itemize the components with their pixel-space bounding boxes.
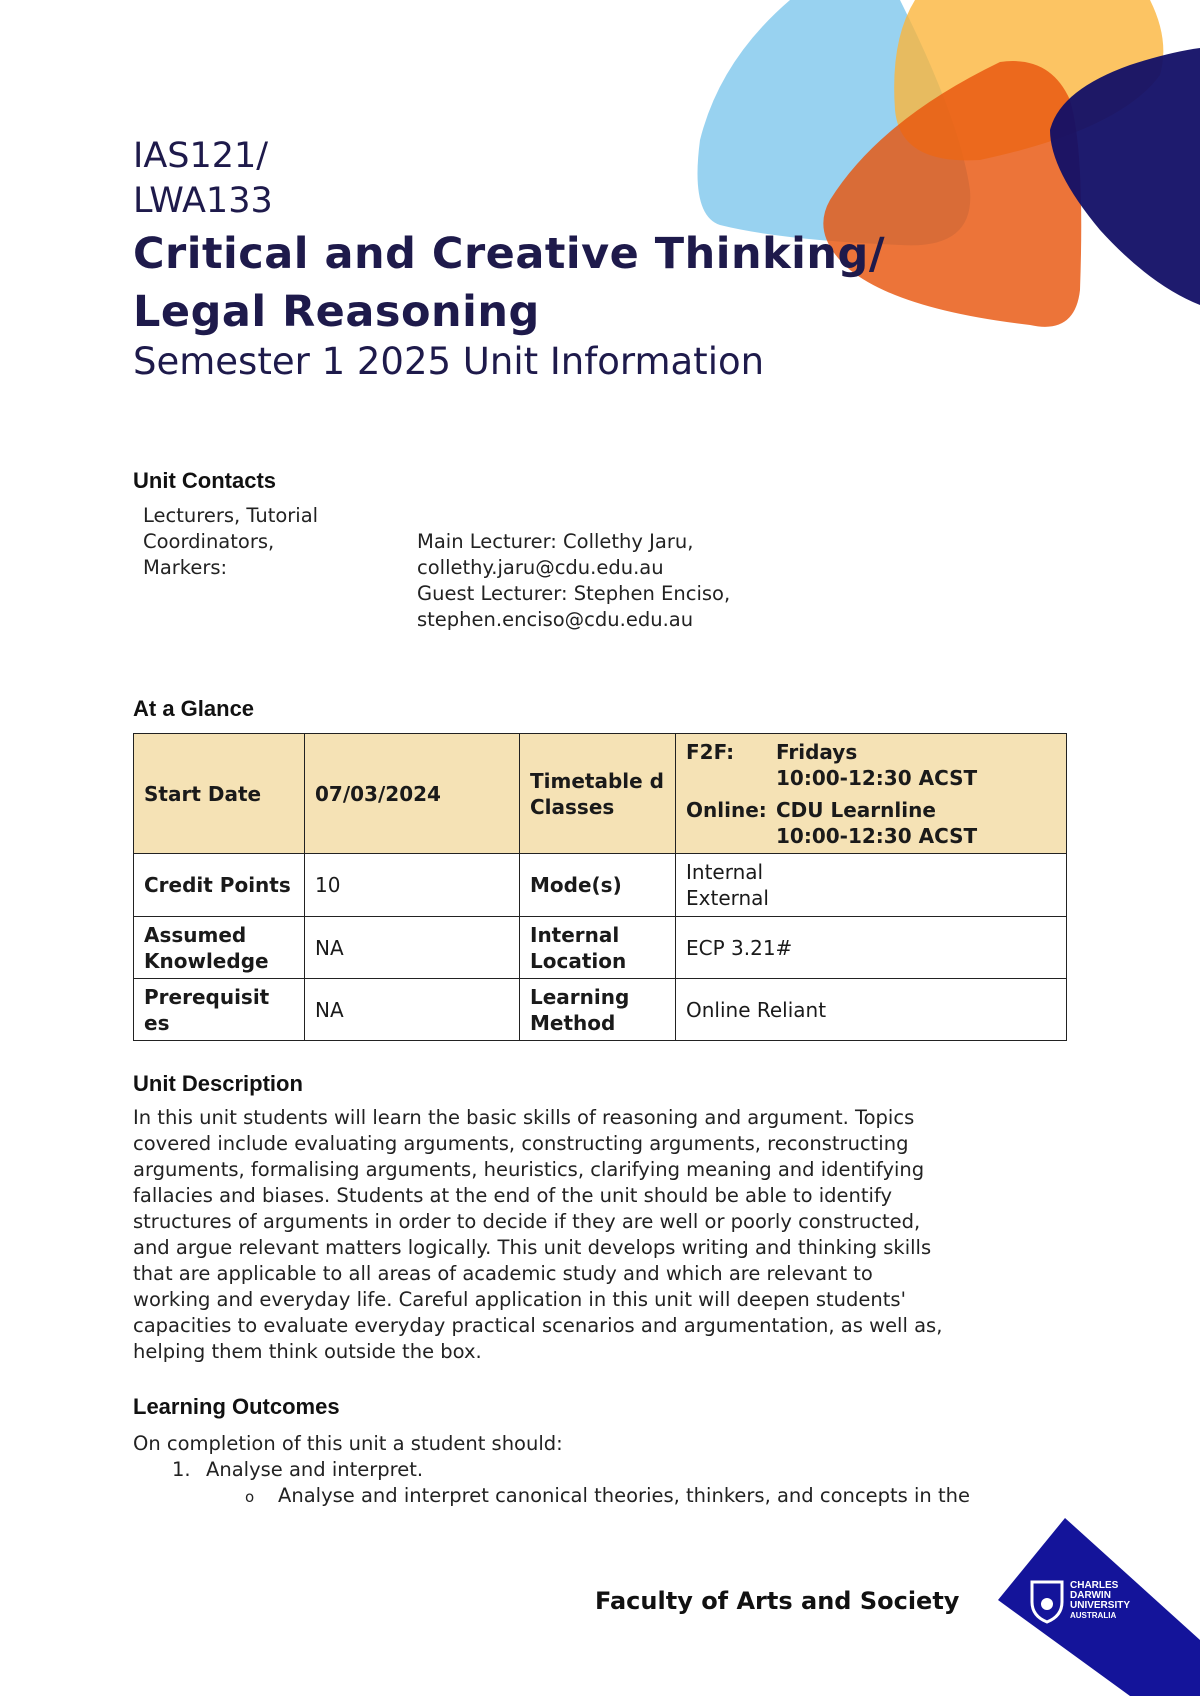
contact-line: Main Lecturer: Collethy Jaru,: [417, 530, 694, 553]
title-line-2: Legal Reasoning: [133, 287, 540, 337]
internal-location-label: Internal Location: [520, 917, 676, 979]
at-a-glance-heading: At a Glance: [133, 696, 255, 721]
description-line: and argue relevant matters logically. This unit develops writing and thinking skills: [133, 1236, 932, 1259]
contact-email[interactable]: collethy.jaru@cdu.edu.au: [417, 556, 664, 579]
f2f-day: Fridays: [776, 739, 858, 764]
learning-outcomes-heading: Learning Outcomes: [133, 1394, 340, 1419]
contact-people: [417, 529, 730, 633]
prerequisites-value: NA: [305, 979, 520, 1041]
description-line: working and everyday life. Careful application in this unit will deepen students': [133, 1288, 906, 1311]
mode-external: External: [686, 886, 769, 910]
prerequisites-label: Prerequisit es: [134, 979, 305, 1041]
timetable-label: Timetable d Classes: [520, 734, 676, 854]
page-subtitle: Semester 1 2025 Unit Information: [133, 340, 765, 383]
assumed-knowledge-value: NA: [305, 917, 520, 979]
outcome-1: Analyse and interpret.: [206, 1458, 424, 1481]
table-row: [134, 854, 1067, 917]
shield-icon: [1030, 1578, 1066, 1624]
modes-value: [676, 854, 1067, 917]
description-line: structures of arguments in order to decide if they are well or poorly constructed,: [133, 1210, 921, 1233]
role-line: Markers:: [143, 556, 228, 579]
mode-internal: Internal: [686, 860, 764, 884]
online-time: 10:00-12:30 ACST: [776, 823, 978, 848]
contact-line: Guest Lecturer: Stephen Enciso,: [417, 582, 731, 605]
description-line: In this unit students will learn the basic skills of reasoning and argument. Topics: [133, 1106, 915, 1129]
outcome-1-number: 1.: [172, 1458, 191, 1481]
internal-location-value: ECP 3.21#: [676, 917, 1067, 979]
description-line: that are applicable to all areas of academic study and which are relevant to: [133, 1262, 873, 1285]
credit-points-label: Credit Points: [134, 854, 305, 917]
credit-points-value: 10: [305, 854, 520, 917]
start-date-label: Start Date: [134, 734, 305, 854]
cdu-logo: [1030, 1578, 1150, 1628]
assumed-knowledge-label: Assumed Knowledge: [134, 917, 305, 979]
page-title: [133, 225, 885, 341]
online-place: CDU Learnline: [776, 797, 936, 822]
start-date-value: 07/03/2024: [305, 734, 520, 854]
table-row: [134, 917, 1067, 979]
contact-email[interactable]: stephen.enciso@cdu.edu.au: [417, 608, 694, 631]
at-a-glance-table: [133, 733, 1067, 1041]
unit-description: [133, 1105, 1073, 1365]
sub-bullet-icon: o: [245, 1488, 255, 1506]
f2f-time: 10:00-12:30 ACST: [776, 765, 978, 790]
description-line: fallacies and biases. Students at the end of the unit should be able to identify: [133, 1184, 893, 1207]
f2f-label: F2F:: [686, 739, 735, 764]
contact-roles: [143, 503, 318, 581]
schedule-cell: [676, 734, 1067, 854]
faculty-name: Faculty of Arts and Society: [595, 1587, 960, 1615]
outcome-1-sub: Analyse and interpret canonical theories, thinkers, and concepts in the: [278, 1484, 970, 1507]
role-line: Lecturers, Tutorial: [143, 504, 319, 527]
description-line: arguments, formalising arguments, heuristics, clarifying meaning and identifying: [133, 1158, 925, 1181]
description-line: covered include evaluating arguments, constructing arguments, reconstructing: [133, 1132, 909, 1155]
description-line: capacities to evaluate everyday practical scenarios and argumentation, as well as,: [133, 1314, 943, 1337]
learning-method-value: Online Reliant: [676, 979, 1067, 1041]
description-line: helping them think outside the box.: [133, 1340, 482, 1363]
unit-code-1: IAS121/: [133, 136, 269, 176]
online-label: Online:: [686, 797, 767, 822]
table-row: [134, 979, 1067, 1041]
learning-method-label: Learning Method: [520, 979, 676, 1041]
role-line: Coordinators,: [143, 530, 275, 553]
table-row: [134, 734, 1067, 854]
unit-contacts-heading: Unit Contacts: [133, 468, 276, 493]
unit-description-heading: Unit Description: [133, 1071, 303, 1096]
modes-label: Mode(s): [520, 854, 676, 917]
outcomes-intro: On completion of this unit a student should:: [133, 1432, 563, 1455]
logo-text: CHARLES DARWIN UNIVERSITY AUSTRALIA: [1070, 1580, 1131, 1620]
unit-code-2: LWA133: [133, 181, 273, 221]
title-line-1: Critical and Creative Thinking/: [133, 229, 886, 279]
